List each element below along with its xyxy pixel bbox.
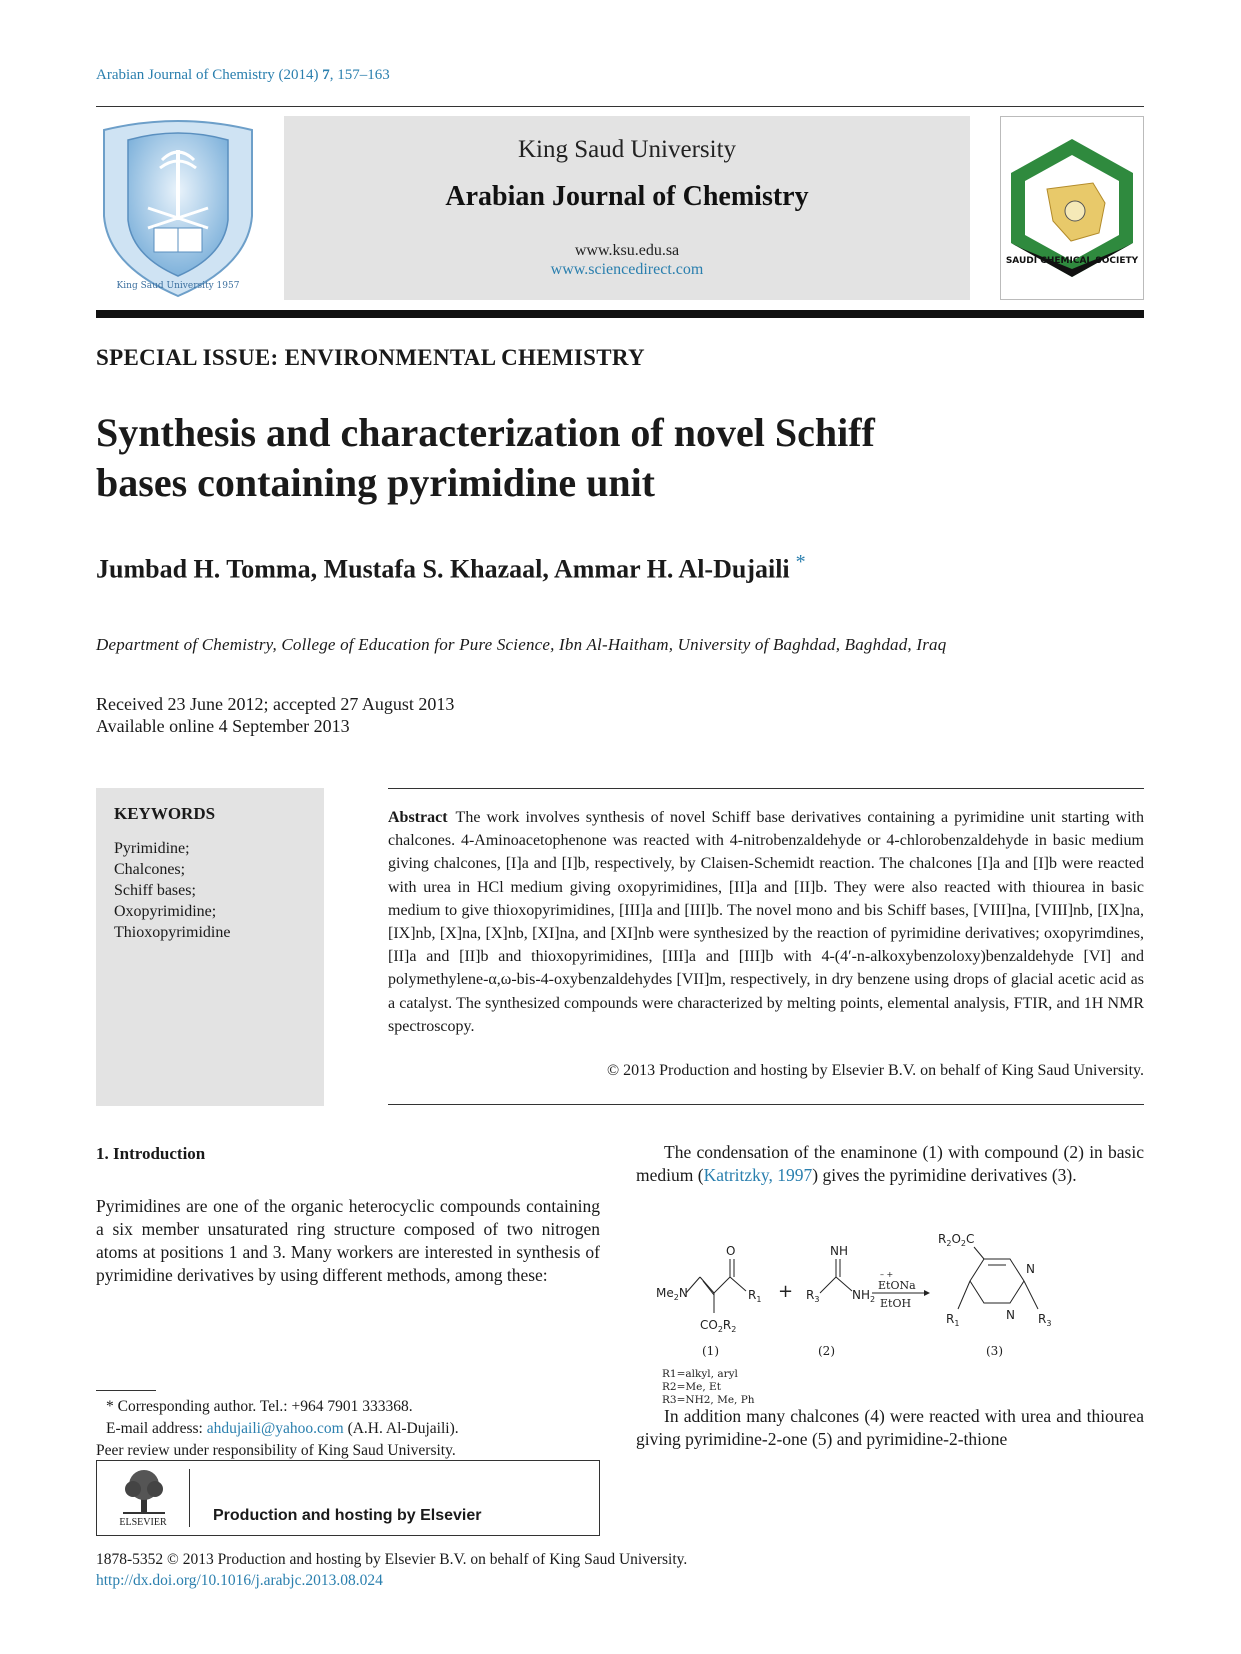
paper-title-line-1: Synthesis and characterization of novel Schiff bbox=[96, 410, 875, 455]
svg-text:CO2R2: $CO_2R_2$ bbox=[700, 1318, 737, 1334]
svg-text:N: N bbox=[1006, 1308, 1015, 1322]
elsevier-hosting-text: Production and hosting by Elsevier bbox=[213, 1507, 482, 1524]
svg-text:N: N bbox=[1026, 1262, 1035, 1276]
abstract bbox=[388, 806, 1144, 1038]
section-heading-introduction: 1. Introduction bbox=[96, 1144, 206, 1163]
footnote-star: * bbox=[106, 1398, 114, 1415]
svg-text:NH2: $NH_2$ bbox=[852, 1288, 876, 1304]
chem-logo-lettering: SAUDI CHEMICAL SOCIETY bbox=[1005, 256, 1139, 266]
email-label: E-mail address: bbox=[106, 1420, 207, 1437]
affiliation: Department of Chemistry, College of Education for Pure Science, Ibn Al-Haitham, University of Baghdad, Baghdad, Iraq bbox=[96, 635, 947, 654]
keywords-box bbox=[96, 788, 324, 1106]
journal-header-band bbox=[284, 116, 970, 300]
svg-text:+: + bbox=[778, 1281, 794, 1302]
ksu-logo-lettering: King Saud University 1957 bbox=[116, 281, 240, 291]
journal-volume: 7 bbox=[322, 67, 330, 83]
svg-text:R1: $R_1$ bbox=[748, 1288, 762, 1304]
ksu-logo bbox=[98, 116, 258, 300]
elsevier-box bbox=[96, 1460, 600, 1536]
journal-pages: , 157–163 bbox=[329, 67, 390, 83]
svg-text:R1: $R_1$ bbox=[946, 1312, 960, 1328]
elsevier-tree-icon bbox=[119, 1467, 169, 1515]
elsevier-logo-label: ELSEVIER bbox=[119, 1517, 167, 1528]
svg-text:R3: $R_3$ bbox=[1038, 1312, 1052, 1328]
para1-text-a: The condensation of the enaminone (1) with compound (2) in basic medium ( bbox=[636, 1142, 1144, 1185]
svg-text:R3: $R_3$ bbox=[806, 1288, 820, 1304]
substituent-r2: R2=Me, Et bbox=[662, 1381, 721, 1393]
university-name: King Saud University bbox=[517, 136, 737, 163]
corresponding-author-marker[interactable]: * bbox=[795, 551, 806, 573]
journal-name: Arabian Journal of Chemistry bbox=[445, 181, 809, 212]
author-names: Jumbad H. Tomma, Mustafa S. Khazaal, Ammar H. Al-Dujaili bbox=[96, 554, 790, 584]
substituent-r1: R1=alkyl, aryl bbox=[662, 1368, 738, 1380]
special-issue-label: SPECIAL ISSUE: ENVIRONMENTAL CHEMISTRY bbox=[96, 345, 645, 370]
svg-text:O: O bbox=[726, 1244, 736, 1258]
corresponding-author-note bbox=[96, 1396, 600, 1418]
article-dates bbox=[96, 693, 454, 737]
svg-text:R2O2C: $R_2O_2C$ bbox=[938, 1232, 975, 1248]
abstract-bottom-rule bbox=[388, 1104, 1144, 1105]
keyword-item: Schiff bases; bbox=[114, 882, 196, 899]
para1-text-b: ) gives the pyrimidine derivatives (3). bbox=[812, 1165, 1077, 1185]
reaction-scheme bbox=[640, 1215, 1144, 1405]
abstract-label: Abstract bbox=[388, 809, 448, 826]
right-paragraph-1 bbox=[636, 1141, 1144, 1187]
issn-block bbox=[96, 1549, 687, 1591]
substituent-r3: R3=NH2, Me, Ph bbox=[662, 1394, 755, 1405]
keyword-item: Chalcones; bbox=[114, 861, 186, 878]
issn-line: 1878-5352 © 2013 Production and hosting by Elsevier B.V. on behalf of King Saud University. bbox=[96, 1551, 688, 1568]
keyword-item: Pyrimidine; bbox=[114, 840, 190, 857]
email-link[interactable]: ahdujaili@yahoo.com bbox=[206, 1420, 344, 1437]
abstract-text: The work involves synthesis of novel Schiff base derivatives containing a pyrimidine unit starting with chalcones. 4-Aminoacetophenone was reacted with 4-nitrobenzaldehyde or 4-chlorobenzaldehyde in basic medium giving chalcones, [I]a and [I]b, respectively, by Claisen-Schemidt reaction. The chalcones [I]a and [I]b were reacted with urea in HCl medium giving oxopyrimidines, [II]a and [II]b. They were also reacted with thiourea in basic medium to give thioxopyrimidines, [III]a and [III]b. The novel mono and bis Schiff bases, [VIII]na, [VIII]nb, [IX]na, [IX]nb, [X]na, [X]nb, [XI]na, and [XI]nb were synthesized by the reaction of pyrimidine derivatives; oxopyrimdines, [II]a and [II]b and thioxopyrimidines, [III]a and [III]b with 4-(4′-n-alkoxybenzoloxy)benzaldehyde [VI] and polymethylene-α,ω-bis-4-oxybenzaldehydes [VII]m, respectively, in dry benzene using drops of glacial acetic acid as a catalyst. The synthesized compounds were characterized by melting points, elemental analysis, FTIR, and 1H NMR spectroscopy. bbox=[388, 809, 1144, 1035]
reagent-top: EtONa bbox=[878, 1279, 916, 1292]
keyword-item: Thioxopyrimidine bbox=[114, 924, 231, 941]
author-list bbox=[96, 551, 806, 585]
compound-label-1: (1) bbox=[702, 1344, 719, 1358]
footnote-rule bbox=[96, 1390, 156, 1391]
ksu-url-link[interactable]: www.ksu.edu.sa bbox=[574, 242, 680, 259]
compound-label-2: (2) bbox=[818, 1344, 835, 1358]
journal-ref-prefix: Arabian Journal of Chemistry (2014) bbox=[96, 67, 323, 83]
keyword-item: Oxopyrimidine; bbox=[114, 903, 217, 920]
ksu-shield-icon bbox=[98, 116, 258, 300]
chemical-society-hexagon-icon bbox=[1001, 117, 1143, 299]
abstract-top-rule bbox=[388, 788, 1144, 789]
keywords-title: KEYWORDS bbox=[114, 804, 216, 823]
header-top-rule bbox=[96, 106, 1144, 107]
email-line bbox=[96, 1418, 600, 1440]
reaction-scheme-drawing bbox=[640, 1215, 1144, 1405]
header-thick-rule bbox=[96, 310, 1144, 318]
svg-text:NH: NH bbox=[830, 1244, 848, 1258]
right-paragraph-2: In addition many chalcones (4) were reacted with urea and thiourea giving pyrimidine-2-one (5) and pyrimidine-2-thione bbox=[636, 1406, 1144, 1449]
elsevier-separator bbox=[189, 1469, 190, 1527]
received-date: Received 23 June 2012; accepted 27 August 2013 bbox=[96, 694, 455, 714]
citation-link[interactable]: Katritzky, 1997 bbox=[703, 1165, 813, 1185]
doi-link[interactable]: http://dx.doi.org/10.1016/j.arabjc.2013.08.024 bbox=[96, 1572, 383, 1589]
journal-reference[interactable] bbox=[96, 67, 390, 84]
paper-title-line-2: bases containing pyrimidine unit bbox=[96, 460, 656, 505]
compound-label-3: (3) bbox=[986, 1344, 1003, 1358]
sciencedirect-url-link[interactable]: www.sciencedirect.com bbox=[550, 261, 704, 278]
paper-title bbox=[96, 408, 996, 508]
peer-review-note: Peer review under responsibility of King Saud University. bbox=[96, 1442, 456, 1459]
online-date: Available online 4 September 2013 bbox=[96, 716, 350, 736]
intro-paragraph: Pyrimidines are one of the organic heterocyclic compounds containing a six member unsaturated ring structure composed of two nitrogen atoms at positions 1 and 3. Many workers are interested in synthesis of pyrimidine derivatives by using different methods, among these: bbox=[96, 1196, 600, 1285]
footnote bbox=[96, 1396, 600, 1462]
corresponding-author-text: Corresponding author. Tel.: +964 7901 333368. bbox=[117, 1398, 413, 1415]
svg-text:– +: – + bbox=[880, 1270, 894, 1279]
reagent-bottom: EtOH bbox=[880, 1297, 912, 1310]
abstract-copyright: © 2013 Production and hosting by Elsevier B.V. on behalf of King Saud University. bbox=[607, 1062, 1144, 1079]
email-owner: (A.H. Al-Dujaili). bbox=[343, 1420, 459, 1437]
saudi-chemical-society-logo bbox=[1000, 116, 1144, 300]
svg-text:Me2N: $Me_2N$ bbox=[656, 1286, 688, 1302]
